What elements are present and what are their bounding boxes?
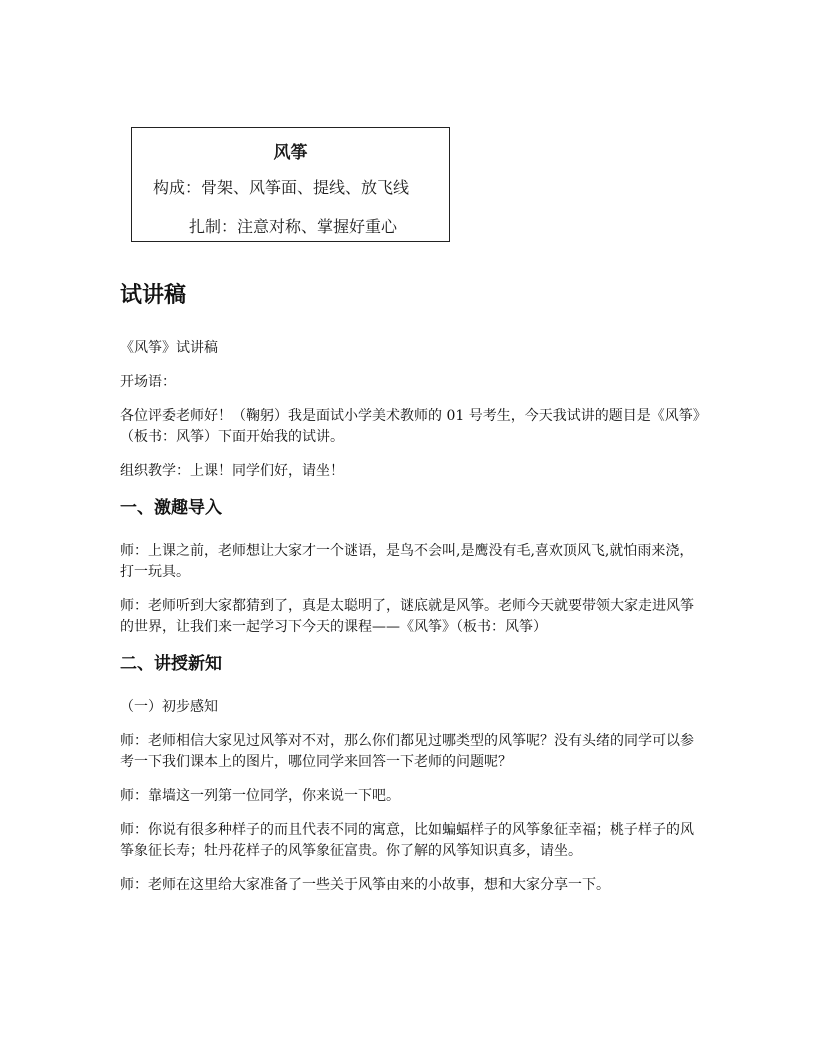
story-paragraph: 师：老师在这里给大家准备了一些关于风筝由来的小故事，想和大家分享一下。 (120, 877, 610, 893)
section-heading-intro: 一、激趣导入 (120, 498, 222, 518)
organize-paragraph: 组织教学：上课！同学们好，请坐！ (120, 463, 344, 479)
opening-label: 开场语： (120, 374, 176, 390)
opening-paragraph: 各位评委老师好！（鞠躬）我是面试小学美术教师的 01 号考生，今天我试讲的题目是《风筝》（板书：风筝）下面开始我的试讲。 (120, 408, 700, 445)
board-line-structure: 构成：骨架、风筝面、提线、放飞线 (153, 178, 410, 197)
section-heading-teaching: 二、讲授新知 (120, 654, 222, 674)
document-title: 试讲稿 (120, 283, 187, 308)
call-student-paragraph: 师：靠墙这一列第一位同学，你来说一下吧。 (120, 788, 400, 804)
intro-paragraph: 《风筝》试讲稿 (120, 340, 218, 356)
subsection-heading: （一）初步感知 (120, 699, 218, 715)
board-title: 风筝 (273, 143, 308, 163)
board-line-making: 扎制：注意对称、掌握好重心 (189, 217, 398, 236)
riddle-paragraph: 师：上课之前，老师想让大家才一个谜语，是鸟不会叫,是鹰没有毛,喜欢顶风飞,就怕雨来浇，打一玩具。 (120, 543, 694, 580)
question-paragraph: 师：老师相信大家见过风筝对不对，那么你们都见过哪类型的风筝呢？没有头绪的同学可以参考一下我们课本上的图片，哪位同学来回答一下老师的问题呢？ (120, 733, 694, 770)
answer-paragraph: 师：老师听到大家都猜到了，真是太聪明了，谜底就是风筝。老师今天就要带领大家走进风筝的世界，让我们来一起学习下今天的课程——《风筝》（板书：风筝） (120, 598, 694, 635)
feedback-paragraph: 师：你说有很多种样子的而且代表不同的寓意，比如蝙蝠样子的风筝象征幸福；桃子样子的风筝象征长寿；牡丹花样子的风筝象征富贵。你了解的风筝知识真多，请坐。 (120, 822, 694, 859)
document-body (120, 280, 700, 909)
blackboard-summary-box (131, 127, 450, 242)
